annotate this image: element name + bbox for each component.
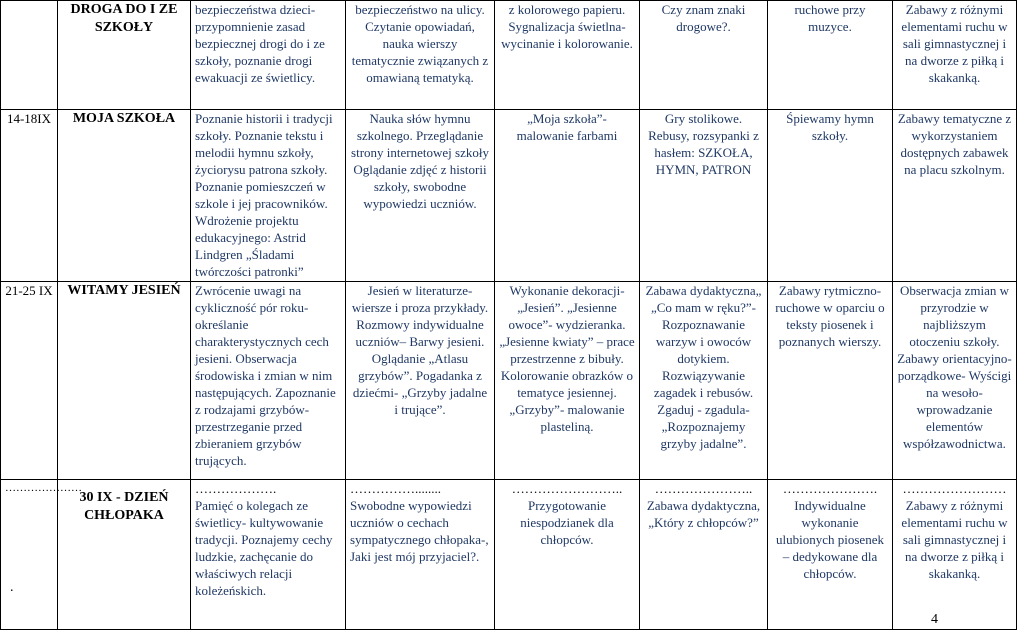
topic-cell: DROGA DO I ZE SZKOŁY	[58, 1, 191, 110]
table-row	[1, 110, 1017, 282]
games-cell: Gry stolikowe. Rebusy, rozsypanki z hasłem: SZKOŁA, HYMN, PATRON	[640, 110, 768, 282]
topic-text: 30 IX - DZIEŃ CHŁOPAKA	[79, 490, 169, 523]
games-cell: Zabawa dydaktyczna„ „Co mam w ręku?”- Rozpoznawanie warzyw i owoców dotykiem. Rozwiązywanie zagadek i rebusów. Zgaduj - zgadula- „Rozpoznajemy grzyby jadalne”.	[640, 282, 768, 480]
date-cell	[1, 1, 58, 110]
literary-cell: Jesień w literaturze- wiersze i proza przykłady. Rozmowy indywidualne uczniów– Barwy jesieni. Oglądanie „Atlasu grzybów”. Pogadanka z dziećmi- „Grzyby jadalne i trujące”.	[346, 282, 495, 480]
sport-cell: Obserwacja zmian w przyrodzie w najbliższym otoczeniu szkoły. Zabawy orientacyjno- porządkowe- Wyścigi na wesoło- wprowadzanie elementów współzawodnictwa.	[893, 282, 1017, 480]
table-row	[1, 282, 1017, 480]
cell-text: Pamięć o kolegach ze świetlicy- kultywowanie tradycji. Poznajemy cechy ludzkie, zachęcanie do właściwych relacji koleżeńskich.	[195, 498, 333, 598]
goals-cell: bezpieczeństwa dzieci- przypomnienie zasad bezpiecznej drogi do i ze szkoły, poznanie drogi ewakuacji ze świetlicy.	[191, 1, 346, 110]
leader-dots: ……………………	[902, 481, 1007, 496]
literary-cell: bezpieczeństwo na ulicy. Czytanie opowiadań, nauka wierszy tematycznie związanych z omawianą tematyką.	[346, 1, 495, 110]
table-row	[1, 1, 1017, 110]
music-cell: Zabawy rytmiczno- ruchowe w oparciu o teksty piosenek i poznanych wierszy.	[768, 282, 893, 480]
games-cell: Czy znam znaki drogowe?.	[640, 1, 768, 110]
art-cell: z kolorowego papieru. Sygnalizacja świetlna- wycinanie i kolorowanie.	[495, 1, 640, 110]
sport-cell	[893, 480, 1017, 630]
goals-cell	[191, 480, 346, 630]
music-cell: ruchowe przy muzyce.	[768, 1, 893, 110]
art-cell: Wykonanie dekoracji- „Jesień”. „Jesienne owoce”- wydzieranka. „Jesienne kwiaty” – prace przestrzenne z bibuły. Kolorowanie obrazków o tematyce jesiennej. „Grzyby”- malowanie plasteliną.	[495, 282, 640, 480]
art-cell: „Moja szkoła”- malowanie farbami	[495, 110, 640, 282]
literary-cell: Nauka słów hymnu szkolnego. Przeglądanie strony internetowej szkoły Oglądanie zdjęć z historii szkoły, swobodne wypowiedzi uczniów.	[346, 110, 495, 282]
cell-text: Zabawa dydaktyczna, „Który z chłopców?”	[646, 498, 761, 530]
stray-mark: .	[10, 580, 14, 595]
music-cell: Śpiewamy hymn szkoły.	[768, 110, 893, 282]
art-cell	[495, 480, 640, 630]
cell-text: Przygotowanie niespodzianek dla chłopców.	[520, 498, 614, 547]
leader-dots: ……………….	[195, 481, 277, 496]
date-cell: 21-25 IX	[1, 282, 58, 480]
date-placeholder: …………………	[5, 482, 82, 494]
date-cell	[1, 480, 82, 630]
literary-cell	[346, 480, 495, 630]
leader-dots: ……………………..	[511, 481, 623, 496]
topic-cell: MOJA SZKOŁA	[58, 110, 191, 282]
cell-text: Indywidualne wykonanie ulubionych piosenek – dedykowane dla chłopców.	[776, 498, 884, 581]
topic-cell: WITAMY JESIEŃ	[58, 282, 191, 480]
leader-dots: ……………........	[350, 481, 441, 496]
cell-text: Swobodne wypowiedzi uczniów o cechach sympatycznego chłopaka-, Jaki jest mój przyjaciel?.	[350, 498, 489, 564]
table-row	[1, 480, 1017, 630]
sport-cell: Zabawy z różnymi elementami ruchu w sali gimnastycznej i na dworze z piłką i skakanką.	[893, 1, 1017, 110]
goals-cell: Zwrócenie uwagi na cykliczność pór roku- określanie charakterystycznych cech jesieni. Obserwacja środowiska i zmian w nim następujących. Zapoznanie z rodzajami grzybów- przestrzeganie przed zbieraniem grzybów trujących.	[191, 282, 346, 480]
date-cell: 14-18IX	[1, 110, 58, 282]
topic-cell	[58, 480, 191, 630]
cell-text: Zabawy z różnymi elementami ruchu w sali gimnastycznej i na dworze z piłką i skakanką.	[901, 498, 1008, 581]
goals-cell: Poznanie historii i tradycji szkoły. Poznanie tekstu i melodii hymnu szkoły, życiorysu patrona szkoły. Poznanie pomieszczeń w szkole i jej pracowników. Wdrożenie projektu edukacyjnego: Astrid Lindgren „Śladami twórczości patronki”	[191, 110, 346, 282]
music-cell	[768, 480, 893, 630]
leader-dots: ………………….	[782, 481, 878, 496]
sport-cell: Zabawy tematyczne z wykorzystaniem dostępnych zabawek na placu szkolnym.	[893, 110, 1017, 282]
games-cell	[640, 480, 768, 630]
leader-dots: …………………..	[654, 481, 753, 496]
page-number: 4	[931, 612, 938, 627]
